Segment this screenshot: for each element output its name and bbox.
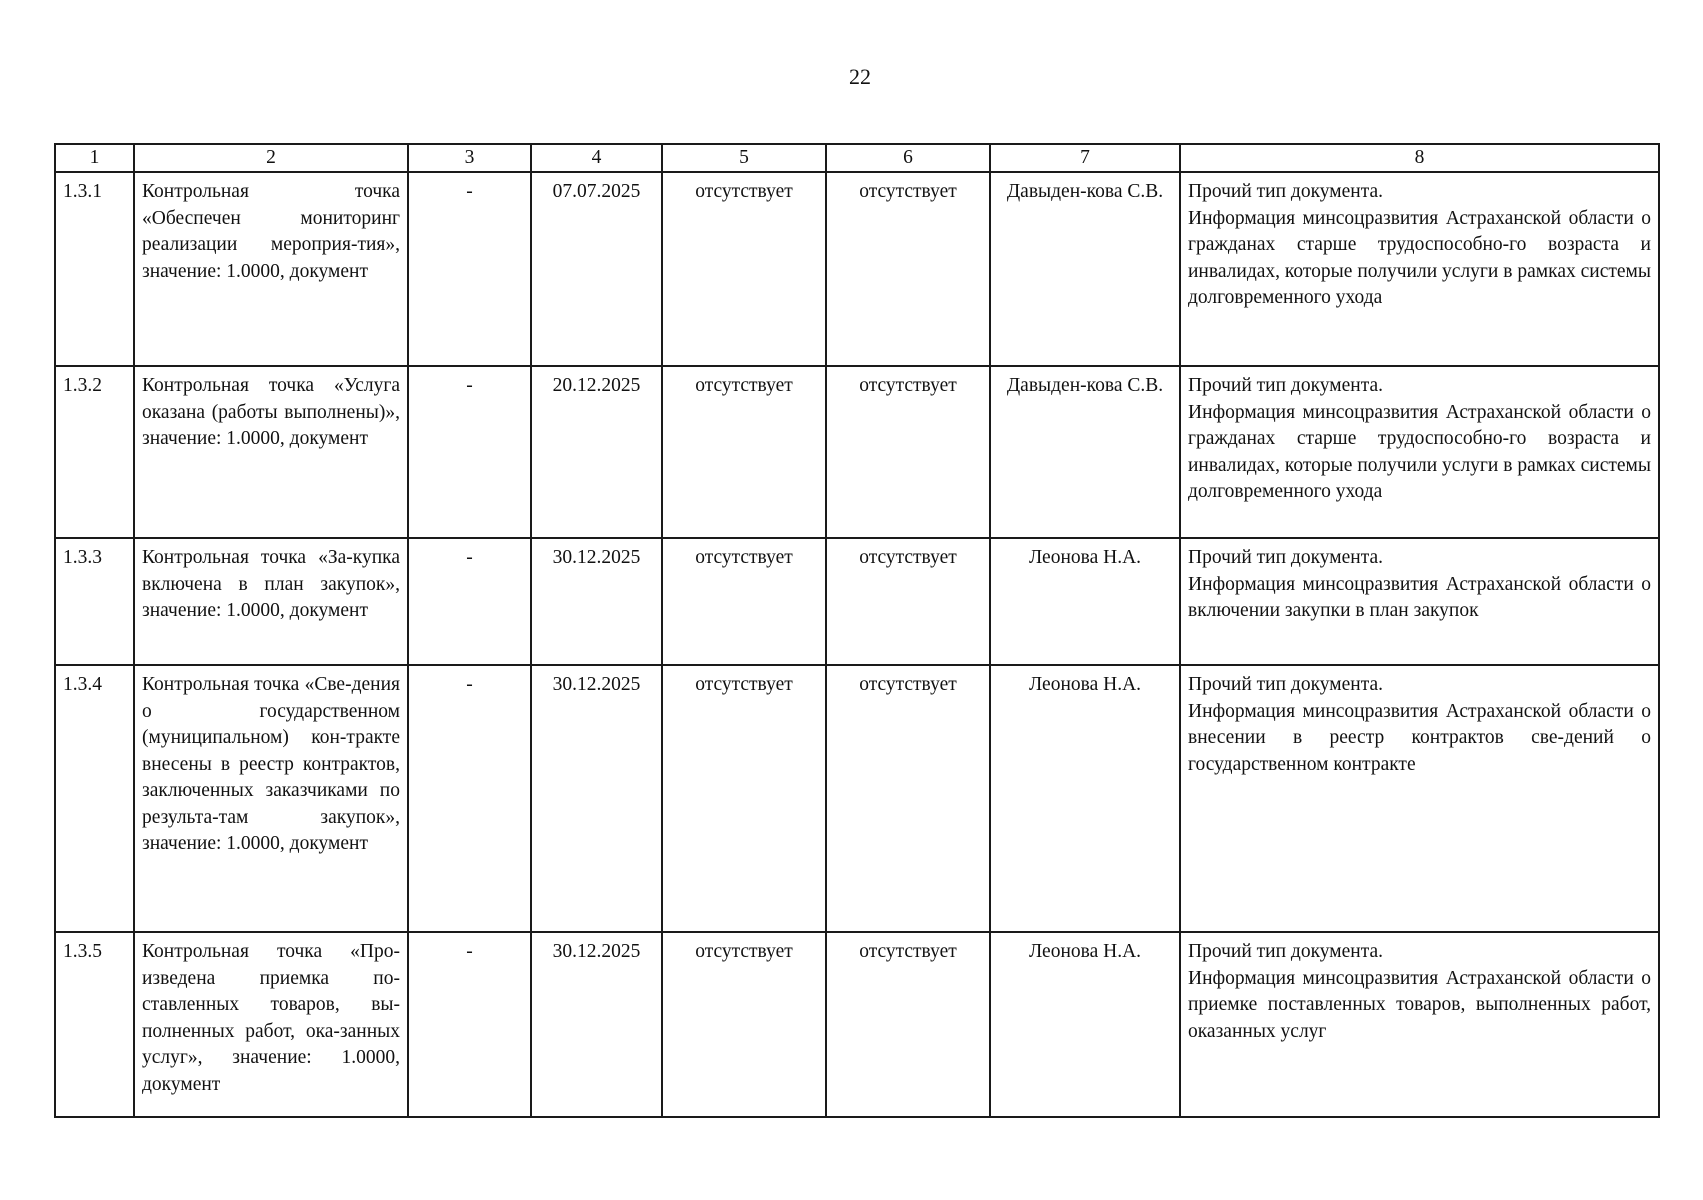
column-header: 4 (531, 144, 662, 172)
date-cell: 30.12.2025 (531, 932, 662, 1117)
column-header: 2 (134, 144, 408, 172)
column-3-cell: - (408, 665, 531, 932)
table-row (55, 665, 1659, 932)
row-number-cell: 1.3.3 (55, 538, 134, 665)
column-header: 6 (826, 144, 990, 172)
responsible-cell: Леонова Н.А. (990, 538, 1180, 665)
date-cell: 30.12.2025 (531, 665, 662, 932)
column-6-cell: отсутствует (826, 538, 990, 665)
table-row (55, 172, 1659, 366)
document-description: Информация минсоцразвития Астраханской области о гражданах старше трудоспособно-го возраста и инвалидах, которые получили услуги в рамках системы долговременного ухода (1188, 207, 1651, 308)
column-5-cell: отсутствует (662, 172, 826, 366)
table-row (55, 366, 1659, 538)
row-number-cell: 1.3.1 (55, 172, 134, 366)
column-5-cell: отсутствует (662, 932, 826, 1117)
column-3-cell: - (408, 172, 531, 366)
row-number-cell: 1.3.5 (55, 932, 134, 1117)
document-cell (1180, 932, 1659, 1117)
column-header: 3 (408, 144, 531, 172)
control-point-name-cell: Контрольная точка «За-купка включена в план закупок», значение: 1.0000, документ (134, 538, 408, 665)
document-description: Информация минсоцразвития Астраханской области о гражданах старше трудоспособно-го возраста и инвалидах, которые получили услуги в рамках системы долговременного ухода (1188, 401, 1651, 502)
column-5-cell: отсутствует (662, 665, 826, 932)
column-header: 8 (1180, 144, 1659, 172)
document-description: Информация минсоцразвития Астраханской области о приемке поставленных товаров, выполненных работ, оказанных услуг (1188, 967, 1651, 1042)
column-3-cell: - (408, 932, 531, 1117)
column-3-cell: - (408, 538, 531, 665)
date-cell: 30.12.2025 (531, 538, 662, 665)
responsible-cell: Леонова Н.А. (990, 932, 1180, 1117)
document-type: Прочий тип документа. (1188, 674, 1383, 695)
column-header: 5 (662, 144, 826, 172)
document-description: Информация минсоцразвития Астраханской области о включении закупки в план закупок (1188, 573, 1651, 621)
row-number-cell: 1.3.2 (55, 366, 134, 538)
table-row (55, 932, 1659, 1117)
column-6-cell: отсутствует (826, 172, 990, 366)
document-cell (1180, 665, 1659, 932)
page-number: 22 (849, 64, 871, 89)
column-header: 7 (990, 144, 1180, 172)
responsible-cell: Давыден-кова С.В. (990, 172, 1180, 366)
column-6-cell: отсутствует (826, 932, 990, 1117)
document-cell (1180, 172, 1659, 366)
column-6-cell: отсутствует (826, 665, 990, 932)
control-points-table (54, 143, 1660, 1118)
control-point-name-cell: Контрольная точка «Про-изведена приемка по-ставленных товаров, вы-полненных работ, ока-занных услуг», значение: 1.0000, документ (134, 932, 408, 1117)
control-point-name-cell: Контрольная точка «Све-дения о государственном (муниципальном) кон-тракте внесены в реестр контрактов, заключенных заказчиками по результа-там закупок», значение: 1.0000, документ (134, 665, 408, 932)
date-cell: 07.07.2025 (531, 172, 662, 366)
control-point-name-cell: Контрольная точка «Обеспечен мониторинг реализации мероприя-тия», значение: 1.0000, документ (134, 172, 408, 366)
control-point-name-cell: Контрольная точка «Услуга оказана (работы выполнены)», значение: 1.0000, документ (134, 366, 408, 538)
document-description: Информация минсоцразвития Астраханской области о внесении в реестр контрактов све-дений о государственном контракте (1188, 700, 1651, 775)
date-cell: 20.12.2025 (531, 366, 662, 538)
column-5-cell: отсутствует (662, 538, 826, 665)
document-type: Прочий тип документа. (1188, 375, 1383, 396)
responsible-cell: Давыден-кова С.В. (990, 366, 1180, 538)
document-type: Прочий тип документа. (1188, 181, 1383, 202)
column-6-cell: отсутствует (826, 366, 990, 538)
document-type: Прочий тип документа. (1188, 547, 1383, 568)
header-row (55, 144, 1659, 172)
column-3-cell: - (408, 366, 531, 538)
document-cell (1180, 538, 1659, 665)
row-number-cell: 1.3.4 (55, 665, 134, 932)
table-row (55, 538, 1659, 665)
column-header: 1 (55, 144, 134, 172)
column-5-cell: отсутствует (662, 366, 826, 538)
document-type: Прочий тип документа. (1188, 941, 1383, 962)
document-cell (1180, 366, 1659, 538)
responsible-cell: Леонова Н.А. (990, 665, 1180, 932)
